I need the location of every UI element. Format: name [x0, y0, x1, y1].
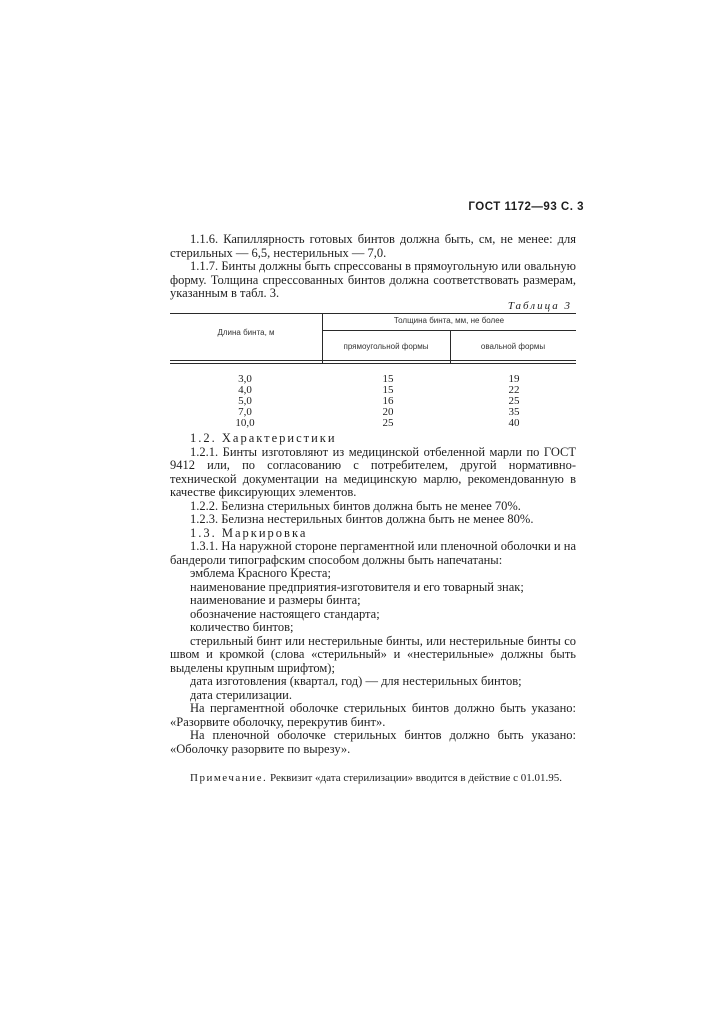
cell-rect: 25	[382, 417, 394, 429]
cell-rect: 15	[382, 373, 394, 385]
cell-oval: 35	[508, 406, 520, 418]
paragraph-parchment: На пергаментной оболочке стерильных бинтов должно быть указано: «Разорвите оболочку, перекрутив бинт».	[170, 701, 576, 729]
list-item: стерильный бинт или нестерильные бинты, или нестерильные бинты со швом и кромкой (слова «стерильный» и «нестерильные» должны быть выделены крупным шрифтом);	[170, 633, 576, 675]
list-item: наименование предприятия-изготовителя и его товарный знак;	[190, 579, 524, 594]
cell-rect: 20	[382, 406, 394, 418]
paragraph-1-1-6: 1.1.6. Капиллярность готовых бинтов должна быть, см, не менее: для стерильных — 6,5, нестерильных — 7,0.	[170, 232, 576, 260]
cell-length: 7,0	[238, 406, 252, 418]
list-item: дата стерилизации.	[190, 687, 292, 702]
head-oval: овальной формы	[480, 342, 546, 351]
paragraph-1-2-2: 1.2.2. Белизна стерильных бинтов должна быть не менее 70%.	[190, 498, 521, 513]
page-header: ГОСТ 1172—93 С. 3	[468, 201, 584, 213]
cell-length: 5,0	[238, 395, 252, 407]
paragraph-film: На пленочной оболочке стерильных бинтов должно быть указано: «Оболочку разорвите по вырезу».	[170, 728, 576, 756]
cell-rect: 15	[382, 384, 394, 396]
cell-length: 10,0	[235, 417, 255, 429]
note-text: Реквизит «дата стерилизации» вводится в действие с 01.01.95.	[269, 772, 562, 784]
list-item: обозначение настоящего стандарта;	[190, 606, 380, 621]
table-top-rule	[170, 313, 576, 314]
note-label: Примечание.	[190, 772, 268, 784]
table-sub-rule	[322, 330, 576, 331]
cell-length: 4,0	[238, 384, 252, 396]
paragraph-1-2-1: 1.2.1. Бинты изготовляют из медицинской отбеленной марли по ГОСТ 9412 или, по согласованию с потребителем, другой нормативно-технической документации на медицинскую марлю, рекомендованную в качестве фиксирующих элементов.	[170, 444, 576, 499]
cell-length: 3,0	[238, 373, 252, 385]
section-title-1-2: 1.2. Характеристики	[190, 431, 337, 445]
list-item: эмблема Красного Креста;	[190, 566, 331, 580]
cell-oval: 22	[508, 384, 520, 396]
list-item: дата изготовления (квартал, год) — для нестерильных бинтов;	[190, 674, 522, 688]
section-1-2-1-3	[170, 432, 576, 756]
paragraph-1-1-7: 1.1.7. Бинты должны быть спрессованы в прямоугольную или овальную форму. Толщина спрессованных бинтов должна соответствовать размерам, указанным в табл. 3.	[170, 259, 576, 300]
cell-rect: 16	[382, 395, 394, 407]
cell-oval: 40	[508, 417, 520, 429]
section-title-1-3: 1.3. Маркировка	[190, 525, 308, 540]
head-length: Длина бинта, м	[217, 328, 275, 337]
head-thickness: Толщина бинта, мм, не более	[393, 316, 505, 325]
note	[170, 772, 580, 785]
table-head-rule	[170, 360, 576, 361]
head-rect: прямоугольной формы	[343, 342, 429, 351]
section-1-1-6-7	[170, 233, 576, 301]
table-head-rule-2	[170, 363, 576, 364]
list-item: наименование и размеры бинта;	[190, 593, 361, 607]
table-caption: Таблица 3	[507, 300, 572, 312]
table-3	[170, 313, 576, 430]
paragraph-1-2-3: 1.2.3. Белизна нестерильных бинтов должна быть не менее 80%.	[190, 512, 534, 526]
cell-oval: 25	[508, 395, 520, 407]
list-item: количество бинтов;	[190, 620, 294, 634]
cell-oval: 19	[508, 373, 520, 385]
paragraph-1-3-1: 1.3.1. На наружной стороне пергаментной или пленочной оболочки и на бандероли типографским способом должны быть напечатаны:	[170, 539, 576, 567]
table-row	[170, 418, 576, 429]
